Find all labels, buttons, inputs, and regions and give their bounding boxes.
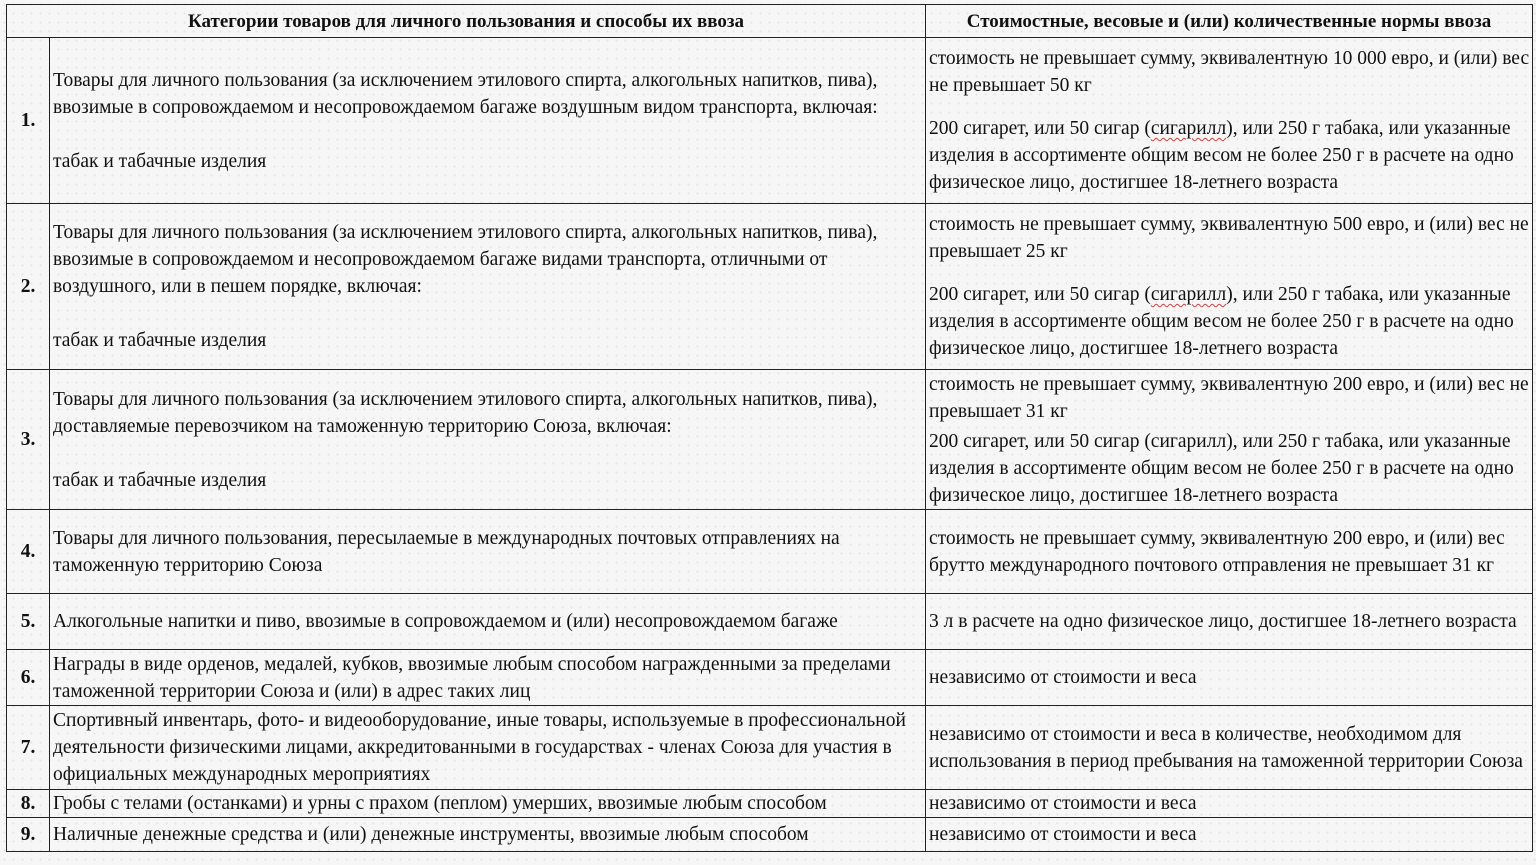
table-header-row: [7, 5, 1533, 38]
category-cell: [50, 370, 926, 510]
norm-text: 3 л в расчете на одно физическое лицо, достигшее 18-летнего возраста: [926, 594, 1533, 650]
norm-text: стоимость не превышает сумму, эквивалентную 200 евро, и (или) вес брутто международного почтового отправления не превышает 31 кг: [926, 510, 1533, 594]
category-cell: [50, 204, 926, 370]
category-cell: [50, 38, 926, 204]
header-category: Категории товаров для личного пользования и способы их ввоза: [7, 5, 926, 38]
norm-cell: [926, 204, 1533, 370]
row-number: 1.: [7, 38, 50, 204]
customs-norms-table: [6, 4, 1533, 852]
row-number: 3.: [7, 370, 50, 510]
subnorm-text: [929, 281, 1530, 362]
table-row: [7, 510, 1533, 594]
row-number: 7.: [7, 706, 50, 790]
table-row: [7, 650, 1533, 706]
norm-text: независимо от стоимости и веса: [926, 790, 1533, 818]
spellcheck-word[interactable]: сигарилл: [1150, 284, 1227, 305]
row-number: 2.: [7, 204, 50, 370]
category-text: Товары для личного пользования (за исключением этилового спирта, алкогольных напитков, пива), доставляемые перевозчиком на таможенную территорию Союза, включая:: [53, 388, 878, 437]
row-number: 6.: [7, 650, 50, 706]
table-row: [7, 594, 1533, 650]
subcategory-text: табак и табачные изделия: [53, 469, 267, 491]
category-text: Гробы с телами (останками) и урны с прахом (пеплом) умерших, ввозимые любым способом: [50, 790, 926, 818]
table-row: [7, 370, 1533, 510]
table-row: [7, 706, 1533, 790]
norm-text: стоимость не превышает сумму, эквивалентную 500 евро, и (или) вес не превышает 25 кг: [929, 214, 1529, 262]
category-text: Товары для личного пользования (за исключением этилового спирта, алкогольных напитков, пива), ввозимые в сопровождаемом и несопровождаемом багаже воздушным видом транспорта, включая:: [53, 69, 878, 118]
norm-text: независимо от стоимости и веса в количестве, необходимом для использования в период пребывания на таможенной территории Союза: [926, 706, 1533, 790]
category-text: Алкогольные напитки и пиво, ввозимые в сопровождаемом и (или) несопровождаемом багаже: [50, 594, 926, 650]
norm-cell: [926, 38, 1533, 204]
subcategory-text: табак и табачные изделия: [53, 150, 267, 172]
subnorm-text: [929, 115, 1530, 196]
norm-text: независимо от стоимости и веса: [926, 818, 1533, 852]
category-text: Товары для личного пользования, пересылаемые в международных почтовых отправлениях на таможенную территорию Союза: [50, 510, 926, 594]
norm-text: стоимость не превышает сумму, эквивалентную 200 евро, и (или) вес не превышает 31 кг: [929, 373, 1529, 422]
row-number: 4.: [7, 510, 50, 594]
category-text: Товары для личного пользования (за исключением этилового спирта, алкогольных напитков, пива), ввозимые в сопровождаемом и несопровождаемом багаже видами транспорта, отличными от воздушного, или в пешем порядке, включая:: [53, 222, 878, 297]
category-text: Наличные денежные средства и (или) денежные инструменты, ввозимые любым способом: [50, 818, 926, 852]
row-number: 8.: [7, 790, 50, 818]
subnorm-part: ), или 250 г табака, или указанные изделия в ассортименте общим весом не более 250 г в расчете на одно физическое лицо, достигшее 18-летнего возраста: [929, 284, 1514, 359]
subnorm-part: 200 сигарет, или 50 сигар (: [929, 118, 1151, 139]
norm-text: стоимость не превышает сумму, эквивалентную 10 000 евро, и (или) вес не превышает 50 кг: [929, 48, 1530, 96]
norm-text: независимо от стоимости и веса: [926, 650, 1533, 706]
table-row: [7, 204, 1533, 370]
table-row: [7, 790, 1533, 818]
category-text: Спортивный инвентарь, фото- и видеооборудование, иные товары, используемые в профессиональной деятельности физическими лицами, аккредитованными в государствах - членах Союза для участия в официальных международных мероприятиях: [50, 706, 926, 790]
subnorm-text: 200 сигарет, или 50 сигар (сигарилл), или 250 г табака, или указанные изделия в ассортименте общим весом не более 250 г в расчете на одно физическое лицо, достигшее 18-летнего возраста: [929, 430, 1514, 506]
row-number: 5.: [7, 594, 50, 650]
subnorm-part: ), или 250 г табака, или указанные изделия в ассортименте общим весом не более 250 г в расчете на одно физическое лицо, достигшее 18-летнего возраста: [929, 118, 1514, 193]
table-row: [7, 818, 1533, 852]
table-row: [7, 38, 1533, 204]
category-text: Награды в виде орденов, медалей, кубков, ввозимые любым способом награжденными за пределами таможенной территории Союза и (или) в адрес таких лиц: [50, 650, 926, 706]
subcategory-text: табак и табачные изделия: [53, 330, 267, 351]
header-norms: Стоимостные, весовые и (или) количественные нормы ввоза: [926, 5, 1533, 38]
norm-cell: [926, 370, 1533, 510]
spellcheck-word[interactable]: сигарилл: [1150, 118, 1227, 139]
subnorm-part: 200 сигарет, или 50 сигар (: [929, 284, 1151, 305]
row-number: 9.: [7, 818, 50, 852]
